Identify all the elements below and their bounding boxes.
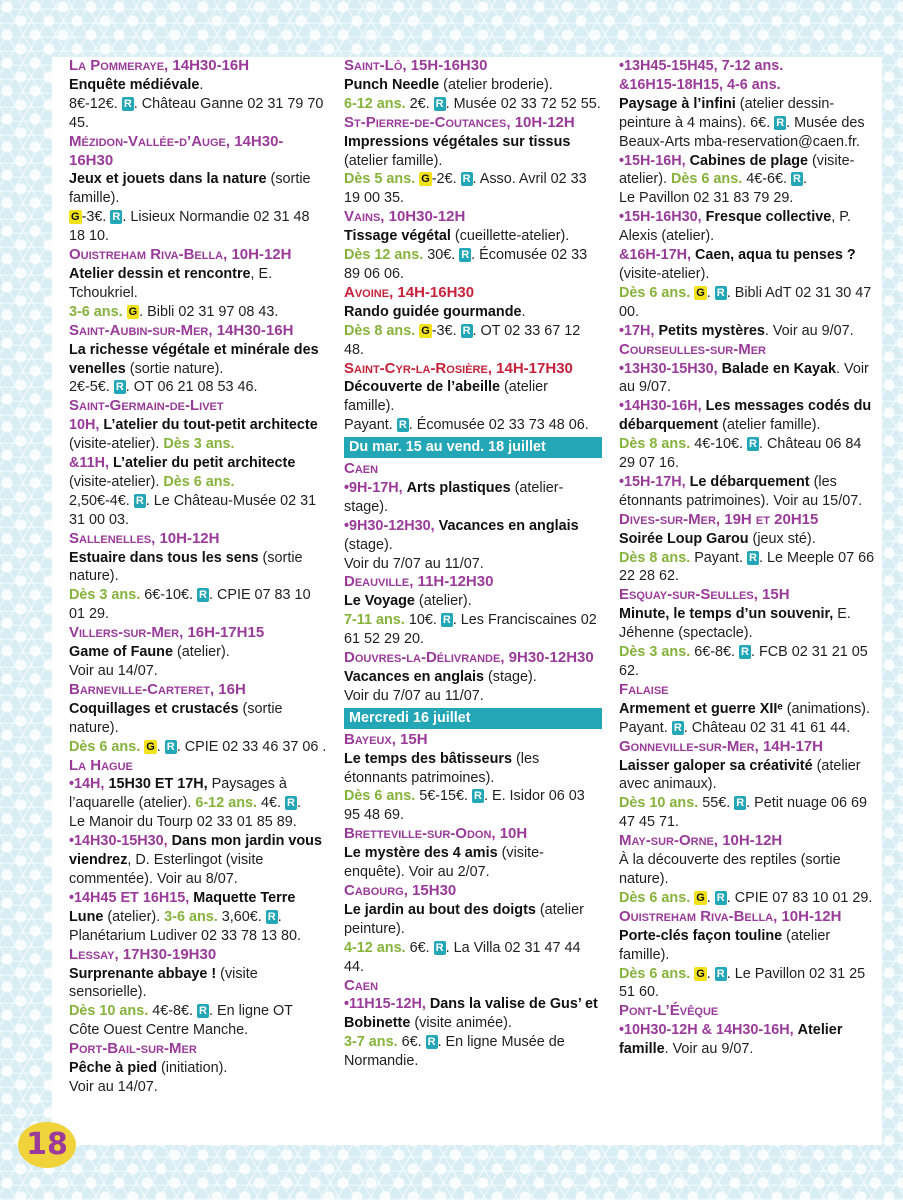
- event-detail: (visite animée).: [410, 1015, 512, 1032]
- reservation-icon: R: [462, 173, 471, 186]
- event-age: Dès 8 ans.: [619, 549, 691, 566]
- event-entry: [344, 360, 602, 436]
- event-detail: (atelier famille).: [718, 417, 821, 434]
- event-detail: E. Jéhenne (spectacle).: [619, 606, 851, 642]
- event-detail: (atelier).: [172, 644, 230, 661]
- reservation-icon: R: [716, 286, 725, 299]
- event-detail: Voir du 7/07 au 11/07.: [344, 687, 484, 704]
- event-price: 2€.: [409, 95, 430, 112]
- event-age: Dès 3 ans.: [69, 587, 141, 604]
- event-detail: Paysages à l’aquarelle (atelier).: [69, 776, 287, 812]
- event-time: •17H,: [619, 322, 655, 339]
- event-place: St-Pierre-de-Coutances, 10H-12H: [344, 113, 575, 131]
- event-detail: (atelier-stage).: [344, 479, 564, 515]
- event-place: Caen: [344, 460, 379, 478]
- reservation-icon: R: [435, 97, 444, 110]
- event-contact: . Asso. Avril 02 33 19 00 35.: [344, 171, 587, 207]
- event-price: -2€.: [431, 171, 457, 188]
- event-price: 5€-15€.: [419, 788, 469, 805]
- event-place: Falaise: [619, 680, 669, 698]
- reservation-icon: R: [741, 646, 749, 659]
- event-place: Gonneville-sur-Mer, 14H-17H: [619, 737, 823, 755]
- free-icon: G: [146, 740, 155, 753]
- event-age: Dès 10 ans.: [619, 795, 699, 812]
- event-place: Caen: [344, 976, 379, 994]
- reservation-icon: R: [112, 211, 121, 224]
- event-age: Dès 3 ans.: [163, 436, 235, 453]
- event-detail: (stage).: [484, 669, 537, 685]
- event-age: Dès 6 ans.: [163, 473, 235, 490]
- event-detail: (atelier famille).: [344, 152, 443, 169]
- event-entry: [69, 624, 327, 681]
- event-price: 4€-10€.: [694, 436, 744, 453]
- event-contact: . CPIE 07 83 10 01 29.: [726, 889, 873, 906]
- event-contact: . OT 02 33 67 12 48.: [344, 322, 581, 358]
- event-entry: [69, 246, 327, 322]
- event-place: Douvres-la-Délivrande, 9H30-12H30: [344, 649, 594, 667]
- event-detail: Voir au 14/07.: [69, 663, 158, 679]
- event-place: Ouistreham Riva-Bella, 10H-12H: [619, 907, 842, 925]
- reservation-icon: R: [435, 941, 444, 954]
- event-contact: . En ligne Musée de Normandie.: [344, 1034, 565, 1070]
- event-place: Villers-sur-Mer, 16H-17H15: [69, 624, 265, 642]
- event-place: Avoine, 14H-16H30: [344, 283, 475, 301]
- reservation-icon: R: [199, 589, 207, 602]
- event-time: •9H30-12H30,: [344, 517, 435, 534]
- event-entry: [344, 460, 602, 573]
- reservation-icon: R: [166, 740, 175, 753]
- event-title: Le débarquement: [689, 473, 810, 490]
- event-entry: [619, 681, 877, 738]
- event-place: Port-Bail-sur-Mer: [69, 1040, 197, 1058]
- event-time: •9H-17H,: [344, 479, 403, 496]
- event-title: Vacances en anglais: [344, 669, 484, 685]
- event-age: 3-6 ans.: [164, 908, 218, 925]
- event-title: Balade en Kayak: [721, 360, 837, 377]
- event-detail: (atelier peinture).: [344, 901, 584, 937]
- event-contact: . Petit nuage 06 69 47 45 71.: [619, 795, 867, 831]
- event-entry: [619, 57, 877, 152]
- event-entry: [344, 731, 602, 826]
- free-icon: G: [71, 211, 80, 224]
- event-title: Paysage à l’infini: [619, 95, 736, 112]
- event-title: Rando guidée gourmande: [344, 303, 522, 320]
- event-title: Le jardin au bout des doigts: [344, 901, 536, 918]
- event-title: Soirée Loup Garou: [619, 530, 749, 547]
- event-age: Dès 6 ans.: [619, 965, 691, 982]
- event-price: 30€.: [427, 247, 456, 264]
- agenda-page: [52, 57, 882, 1145]
- event-detail: (atelier dessin-peinture à 4 mains). 6€.: [619, 95, 835, 131]
- event-place: Courseulles-sur-Mer: [619, 340, 766, 358]
- event-entry: May-sur-Orne, 10H-12H À la découverte des reptiles (sortie nature). Dès 6 ans. G . R . CPIE 07 83 10 01 29.: [619, 832, 873, 906]
- event-age: Dès 6 ans.: [619, 284, 691, 301]
- event-age: Dès 5 ans.: [344, 171, 416, 188]
- event-detail: . Voir au 9/07.: [619, 360, 869, 396]
- event-title: Impressions végétales sur tissus: [344, 133, 571, 150]
- event-title: Atelier dessin et rencontre: [69, 265, 251, 282]
- event-contact: . Le Pavillon 02 31 25 51 60.: [619, 965, 866, 1001]
- event-detail: (visite-atelier).: [69, 436, 160, 453]
- event-detail: (cueillette-atelier).: [450, 228, 570, 245]
- event-price: 4€-8€.: [152, 1003, 194, 1020]
- event-title: Arts plastiques: [406, 479, 511, 496]
- event-entry: [344, 573, 602, 649]
- event-title: Coquillages et crustacés: [69, 700, 239, 717]
- event-detail: , E. Tchoukriel.: [69, 265, 273, 301]
- event-price: Payant.: [694, 549, 744, 566]
- event-entry: [619, 341, 877, 511]
- event-contact: . CPIE 02 33 46 37 06 .: [176, 738, 327, 755]
- event-title: L’atelier du petit architecte: [113, 455, 296, 472]
- reservation-icon: R: [673, 721, 682, 734]
- event-contact: . OT 06 21 08 53 46.: [125, 379, 258, 396]
- event-title: Porte-clés façon touline: [619, 927, 783, 944]
- event-title: Maquette Terre Lune: [69, 889, 296, 925]
- event-contact: . CPIE 07 83 10 01 29.: [69, 587, 311, 623]
- event-title: Jeux et jouets dans la nature: [69, 171, 267, 188]
- event-time: &16H15-18H15, 4-6 ans.: [619, 76, 781, 93]
- event-detail: (visite-atelier).: [69, 473, 160, 490]
- reservation-icon: R: [398, 419, 407, 432]
- event-title: Punch Needle: [344, 76, 440, 93]
- event-entry: [69, 322, 327, 398]
- event-price: 4€-6€.: [746, 171, 788, 188]
- event-detail: (sortie nature).: [125, 360, 224, 377]
- event-time: •14H30-15H30,: [69, 833, 168, 850]
- event-detail: (sortie nature).: [69, 700, 283, 736]
- event-detail: . Voir au 9/07.: [764, 322, 854, 339]
- event-place: Lessay, 17H30-19H30: [69, 945, 217, 963]
- event-entry: [344, 649, 602, 706]
- event-place: Saint-Cyr-la-Rosière, 14H-17H30: [344, 359, 573, 377]
- event-detail: (sortie famille).: [69, 171, 311, 207]
- event-contact: . Écomusée 02 33 89 06 06.: [344, 247, 588, 282]
- event-contact: . Musée 02 33 72 52 55.: [445, 95, 601, 112]
- reservation-icon: R: [287, 797, 295, 810]
- event-price: 6€-8€.: [694, 644, 736, 661]
- event-price: 4€.: [261, 795, 282, 812]
- event-title: Le mystère des 4 amis: [344, 845, 498, 862]
- reservation-icon: R: [749, 438, 757, 451]
- event-detail: (atelier).: [103, 908, 161, 925]
- free-icon: G: [696, 967, 705, 980]
- event-detail: (visite-atelier).: [619, 265, 710, 282]
- event-entry: [344, 284, 602, 360]
- event-contact: . Château 06 84 29 07 16.: [619, 436, 862, 472]
- reservation-icon: R: [462, 324, 471, 337]
- reservation-icon: R: [716, 967, 725, 980]
- event-entry: [344, 208, 602, 284]
- event-place: Cabourg, 15H30: [344, 881, 457, 899]
- event-age: Dès 10 ans.: [69, 1003, 149, 1020]
- event-age: 7-11 ans.: [344, 612, 405, 629]
- event-detail: . Voir au 9/07.: [664, 1041, 754, 1058]
- event-time: •15H-17H,: [619, 473, 686, 490]
- event-time: •14H30-16H,: [619, 398, 702, 415]
- page-number: 18: [18, 1122, 76, 1168]
- event-age: Dès 8 ans.: [619, 436, 691, 453]
- column-2: [344, 57, 602, 1071]
- event-price: Payant.: [619, 719, 668, 736]
- reservation-icon: R: [776, 116, 785, 129]
- event-title: L’atelier du tout-petit architecte: [103, 417, 318, 434]
- event-place: Barneville-Carteret, 16H: [69, 680, 246, 698]
- event-place: Pont-L’Évêque: [619, 1002, 719, 1020]
- event-contact: . Écomusée 02 33 73 48 06.: [408, 417, 589, 434]
- event-contact: . Bibli AdT 02 31 30 47 00.: [619, 284, 872, 320]
- event-age: 6-12 ans.: [344, 95, 406, 112]
- event-contact: . FCB 02 31 21 05 62.: [619, 644, 868, 679]
- column-1: [69, 57, 327, 1097]
- reservation-icon: R: [135, 494, 144, 507]
- event-entry: [69, 530, 327, 625]
- event-place: La Pommeraye, 14H30-16H: [69, 57, 250, 74]
- event-title: Vacances en anglais: [438, 517, 579, 534]
- event-detail: (les étonnants patrimoines).: [344, 750, 540, 786]
- event-entry: [344, 825, 602, 882]
- event-detail: , D. Esterlingot (visite commentée). Voir au 8/07.: [69, 852, 264, 887]
- event-price: -3€.: [431, 322, 457, 339]
- event-place: Ouistreham Riva-Bella, 10H-12H: [69, 246, 292, 264]
- event-contact: Le Manoir du Tourp 02 33 01 85 89.: [69, 814, 297, 831]
- event-place: Saint-Lô, 15H-16H30: [344, 57, 488, 74]
- event-title: Petits mystères: [658, 322, 765, 339]
- event-title: Dans la valise de Gus’ et Bobinette: [344, 996, 598, 1032]
- reservation-icon: R: [474, 790, 482, 803]
- event-detail: (atelier famille).: [619, 927, 831, 963]
- event-price: 3,60€.: [221, 908, 262, 925]
- free-icon: G: [421, 173, 430, 186]
- event-title: Les messages codés du débarquement: [619, 398, 872, 434]
- event-title: Estuaire dans tous les sens: [69, 549, 259, 566]
- event-entry: •15H-16H30, Fresque collective, P. Alexis (atelier). &16H-17H, Caen, aqua tu penses ? (visite-atelier). Dès 6 ans. G . R . Bibli AdT 02 31 30 47 00.: [619, 209, 872, 320]
- event-entry: [69, 57, 327, 133]
- event-detail: (visite-atelier).: [619, 152, 855, 188]
- event-title: Caen, aqua tu penses ?: [694, 247, 856, 264]
- event-price: 8€-12€.: [69, 95, 118, 112]
- event-place: Dives-sur-Mer, 19H et 20H15: [619, 510, 819, 528]
- event-age: Dès 6 ans.: [671, 171, 743, 188]
- event-detail: Voir du 7/07 au 11/07.: [344, 555, 484, 572]
- reservation-icon: R: [736, 797, 745, 810]
- event-title: La richesse végétale et minérale des venelles: [69, 341, 319, 377]
- event-time: •10H30-12H & 14H30-16H,: [619, 1022, 794, 1039]
- event-price: 55€.: [702, 795, 731, 812]
- event-entry: [619, 1002, 877, 1059]
- event-age: 4-12 ans.: [344, 939, 406, 956]
- event-place: Bretteville-sur-Odon, 10H: [344, 825, 528, 843]
- event-age: Dès 6 ans.: [619, 889, 691, 906]
- event-entry: Ouistreham Riva-Bella, 10H-12H Porte-clés façon touline (atelier famille). Dès 6 ans. G . R . Le Pavillon 02 31 25 51 60.: [619, 907, 866, 1001]
- reservation-icon: R: [461, 249, 470, 262]
- event-detail: , P. Alexis (atelier).: [619, 209, 851, 245]
- reservation-icon: R: [199, 1005, 207, 1018]
- event-time: •14H,: [69, 776, 105, 793]
- event-place: Mézidon-Vallée-d’Auge, 14H30-16H30: [69, 132, 284, 169]
- event-title: Tissage végétal: [344, 228, 451, 245]
- event-contact: . En ligne OT Côte Ouest Centre Manche.: [69, 1003, 293, 1039]
- event-entry: [69, 1040, 327, 1097]
- event-entry: [344, 114, 602, 209]
- event-title: Le Voyage: [344, 593, 415, 610]
- event-age: Dès 6 ans.: [344, 788, 416, 805]
- reservation-icon: R: [442, 614, 451, 627]
- reservation-icon: R: [716, 891, 725, 904]
- event-entry: [344, 882, 602, 977]
- free-icon: G: [696, 891, 705, 904]
- event-entry: [69, 397, 327, 529]
- event-place: Sallenelles, 10H-12H: [69, 529, 220, 547]
- event-contact: . Le Château-Musée 02 31 31 00 03.: [69, 492, 317, 528]
- event-price: 6€.: [401, 1034, 422, 1051]
- event-contact: Planétarium Ludiver 02 33 78 13 80.: [69, 927, 302, 944]
- event-entry: [619, 322, 877, 341]
- event-price: 2€-5€.: [69, 379, 110, 396]
- event-place: Vains, 10H30-12H: [344, 208, 466, 226]
- event-title: Fresque collective: [705, 209, 832, 226]
- event-contact: . Château 02 31 41 61 44.: [683, 719, 851, 736]
- event-detail: .: [199, 76, 204, 93]
- event-title: Surprenante abbaye !: [69, 965, 217, 982]
- event-entry: [69, 133, 327, 246]
- event-time: •15H-16H30,: [619, 209, 702, 226]
- event-place: Saint-Aubin-sur-Mer, 14H30-16H: [69, 321, 294, 339]
- event-contact: . Les Franciscaines 02 61 52 29 20.: [344, 612, 597, 648]
- event-place: Deauville, 11H-12H30: [344, 573, 494, 591]
- event-contact: . Lisieux Normandie 02 31 48 18 10.: [69, 209, 310, 245]
- event-contact: . La Villa 02 31 47 44 44.: [344, 939, 581, 975]
- event-title: À la découverte des reptiles: [619, 852, 797, 869]
- event-entry: [69, 946, 327, 1041]
- event-detail: (jeux sté).: [748, 530, 816, 547]
- event-age: Dès 6 ans.: [69, 738, 141, 755]
- event-contact: . E. Isidor 06 03 95 48 69.: [344, 788, 585, 824]
- free-icon: G: [128, 305, 138, 318]
- date-band: Mercredi 16 juillet: [344, 708, 602, 729]
- event-entry: [619, 738, 877, 833]
- event-age: 3-7 ans.: [344, 1034, 398, 1051]
- event-place: Esquay-sur-Seulles, 15H: [619, 586, 790, 604]
- event-price: 6€-10€.: [144, 587, 194, 604]
- free-icon: G: [696, 286, 705, 299]
- reservation-icon: R: [427, 1036, 436, 1049]
- event-place: La Hague: [69, 756, 133, 774]
- event-title: Pêche à pied: [69, 1060, 157, 1077]
- event-time: &11H,: [69, 455, 109, 472]
- event-detail: (atelier famille).: [344, 379, 548, 415]
- column-3: [619, 57, 877, 1059]
- event-contact: . Musée des Beaux-Arts mba-reservation@caen.fr.: [619, 114, 865, 150]
- event-price: 2,50€-4€.: [69, 492, 130, 509]
- event-place: Saint-Germain-de-Livet: [69, 397, 224, 415]
- event-place: May-sur-Orne, 10H-12H: [619, 832, 783, 850]
- event-price: Payant.: [344, 417, 393, 434]
- event-time: 10H,: [69, 417, 100, 434]
- event-age: Dès 3 ans.: [619, 644, 691, 661]
- event-entry: Barneville-Carteret, 16H Coquillages et crustacés (sortie nature). Dès 6 ans. G . R . CPIE 02 33 46 37 06 .: [69, 680, 327, 755]
- event-price: 6€.: [409, 939, 430, 956]
- event-detail: (visite-enquête). Voir au 2/07.: [344, 845, 544, 881]
- event-entry: La Hague •14H, 15H30 ET 17H, Paysages à l’aquarelle (atelier). 6-12 ans. 4€. R . Le Manoir du Tourp 02 33 01 85 89. •14H30-15H30, Dans mon jardin vous viendrez, D. Esterlingot (visite commentée). Voir au 8/07. •14H45 ET 16H15, Maquette Terre Lune (atelier). 3-6 ans. 3,60€. R . Planétarium Ludiver 02 33 78 13 80.: [69, 756, 322, 944]
- event-title: Minute, le temps d’un souvenir,: [619, 606, 834, 623]
- event-title: 15H30 ET 17H,: [108, 776, 208, 793]
- event-entry: [344, 977, 602, 1072]
- event-detail: (visite sensorielle).: [69, 965, 258, 1001]
- event-detail: (les étonnants patrimoines). Voir au 15/07.: [619, 473, 863, 509]
- reservation-icon: R: [749, 551, 757, 564]
- event-detail: Voir au 14/07.: [69, 1078, 158, 1095]
- event-detail: (atelier).: [414, 593, 472, 610]
- event-detail: (atelier avec animaux).: [619, 757, 861, 793]
- event-entry: [619, 511, 877, 587]
- event-age: Dès 8 ans.: [344, 322, 416, 339]
- event-detail: (sortie nature).: [619, 852, 841, 887]
- event-place: Bayeux, 15H: [344, 730, 428, 748]
- event-title: Enquête médiévale: [69, 76, 200, 93]
- event-time: •13H30-15H30,: [619, 360, 718, 377]
- event-time: •13H45-15H45, 7-12 ans.: [619, 58, 784, 74]
- event-time: •11H15-12H,: [344, 996, 426, 1013]
- event-time: •14H45 ET 16H15,: [69, 889, 190, 906]
- date-band: Du mar. 15 au vend. 18 juillet: [344, 437, 602, 458]
- event-entry: [619, 586, 877, 681]
- event-contact: . Le Meeple 07 66 22 28 62.: [619, 549, 875, 585]
- event-price: 10€.: [408, 612, 437, 629]
- event-detail: (initiation).: [156, 1060, 228, 1077]
- event-detail: (animations).: [782, 700, 870, 717]
- event-entry: [344, 57, 602, 114]
- event-title: Atelier famille: [619, 1022, 843, 1058]
- reservation-icon: R: [123, 97, 132, 110]
- event-contact: . Bibli 02 31 97 08 43.: [139, 303, 279, 320]
- event-price: -3€.: [81, 209, 107, 226]
- event-title: Cabines de plage: [689, 152, 808, 169]
- event-contact: . Château Ganne 02 31 79 70 45.: [69, 95, 324, 131]
- event-title: Dans mon jardin vous viendrez: [69, 833, 322, 869]
- event-title: Découverte de l’abeille: [344, 379, 500, 396]
- event-title: Armement et guerre XIIᵉ: [619, 700, 783, 717]
- reservation-icon: R: [267, 910, 276, 923]
- event-detail: (sortie nature).: [69, 549, 303, 585]
- event-time: &16H-17H,: [619, 247, 691, 264]
- free-icon: G: [421, 324, 430, 337]
- reservation-icon: R: [115, 381, 124, 394]
- event-entry: •15H-16H, Cabines de plage (visite-atelier). Dès 6 ans. 4€-6€. R . Le Pavillon 02 31 83 79 29.: [619, 152, 855, 207]
- event-age: Dès 12 ans.: [344, 247, 424, 264]
- event-title: Le temps des bâtisseurs: [344, 750, 512, 767]
- event-title: Game of Faune: [69, 644, 173, 661]
- event-contact: Le Pavillon 02 31 83 79 29.: [619, 190, 794, 207]
- event-age: 3-6 ans.: [69, 303, 123, 320]
- event-detail: (atelier broderie).: [439, 76, 553, 93]
- event-age: 6-12 ans.: [195, 795, 257, 812]
- event-detail: .: [521, 303, 526, 320]
- event-title: Laisser galoper sa créativité: [619, 757, 813, 774]
- reservation-icon: R: [793, 173, 801, 186]
- event-detail: (stage).: [344, 536, 393, 553]
- event-time: •15H-16H,: [619, 152, 686, 169]
